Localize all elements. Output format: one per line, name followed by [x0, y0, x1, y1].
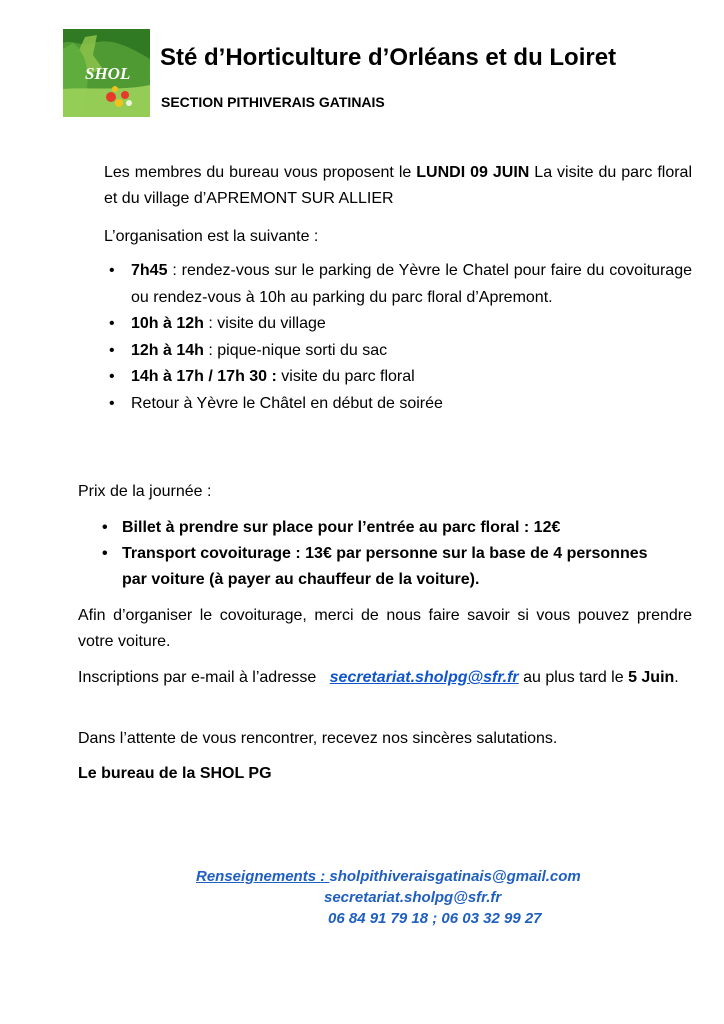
footer-label: Renseignements [196, 868, 321, 885]
schedule-time: 7h45 [131, 262, 168, 279]
registration-paragraph [78, 665, 692, 691]
registration-prefix: Inscriptions par e-mail à l’adresse [78, 669, 321, 686]
schedule-text: : rendez-vous sur le parking de Yèvre le Chatel pour faire du covoiturage ou rendez-vous à 10h au parking du parc floral d’Apremont. [131, 262, 692, 306]
organisation-label: L’organisation est la suivante : [104, 228, 319, 245]
intro-paragraph [104, 160, 692, 212]
page-title: Sté d’Horticulture d’Orléans et du Loiret [160, 44, 617, 71]
schedule-list [109, 258, 692, 417]
price-text: Billet à prendre sur place pour l’entrée au parc floral : 12€ [122, 519, 561, 536]
price-text: Transport covoiturage : 13€ par personne sur la base de 4 personnes par voiture (à payer au chauffeur de la voiture). [122, 545, 648, 588]
price-list [102, 514, 672, 593]
price-label: Prix de la journée : [78, 483, 212, 500]
footer-email-1[interactable]: sholpithiveraisgatinais@gmail.com [329, 868, 581, 885]
footer-contact-line [196, 867, 581, 887]
registration-suffix: au plus tard le [518, 669, 629, 686]
schedule-item [109, 311, 692, 338]
registration-end: . [674, 669, 679, 686]
schedule-text: : pique-nique sorti du sac [203, 341, 388, 359]
schedule-time: 14h à 17h / 17h 30 : [131, 368, 277, 385]
registration-deadline: 5 Juin [628, 669, 675, 686]
bullet-icon: • [109, 368, 115, 385]
bullet-icon: • [109, 394, 115, 412]
schedule-text: Retour à Yèvre le Châtel en début de soirée [131, 394, 443, 412]
carpool-note: Afin d’organiser le covoiturage, merci de nous faire savoir si vous pouvez prendre votre voiture. [78, 607, 692, 650]
schedule-text: : visite du village [203, 315, 326, 332]
footer-phones: 06 84 91 79 18 ; 06 03 32 99 27 [328, 910, 542, 927]
schedule-item [109, 258, 692, 311]
closing-text: Dans l’attente de vous rencontrer, recevez nos sincères salutations. [78, 730, 558, 747]
schedule-item [109, 391, 692, 418]
logo-graphic [63, 29, 150, 117]
footer-separator: : [320, 868, 330, 885]
svg-text:SHOL: SHOL [85, 64, 131, 83]
schedule-item [109, 364, 692, 391]
intro-text-2: La visite du parc floral et du village d’APREMONT SUR ALLIER [104, 164, 693, 207]
schedule-text: visite du parc floral [276, 368, 415, 385]
signature: Le bureau de la SHOL PG [78, 765, 272, 782]
schedule-time: 10h à 12h [131, 315, 204, 332]
bullet-icon: • [109, 341, 115, 359]
schedule-time: 12h à 14h [131, 341, 204, 359]
price-item [102, 541, 672, 593]
price-item [102, 514, 672, 541]
intro-text-1: Les membres du bureau vous proposent le [104, 164, 417, 181]
shol-logo [63, 29, 150, 117]
event-date: LUNDI 09 JUIN [416, 164, 530, 181]
section-subtitle: SECTION PITHIVERAIS GATINAIS [161, 94, 385, 110]
bullet-icon: • [109, 262, 115, 279]
schedule-item [109, 338, 692, 365]
bullet-icon: • [102, 545, 108, 562]
footer-email-2[interactable]: secretariat.sholpg@sfr.fr [324, 889, 502, 906]
registration-email-link[interactable]: secretariat.sholpg@sfr.fr [329, 669, 519, 686]
bullet-icon: • [109, 315, 115, 332]
bullet-icon: • [102, 519, 108, 536]
